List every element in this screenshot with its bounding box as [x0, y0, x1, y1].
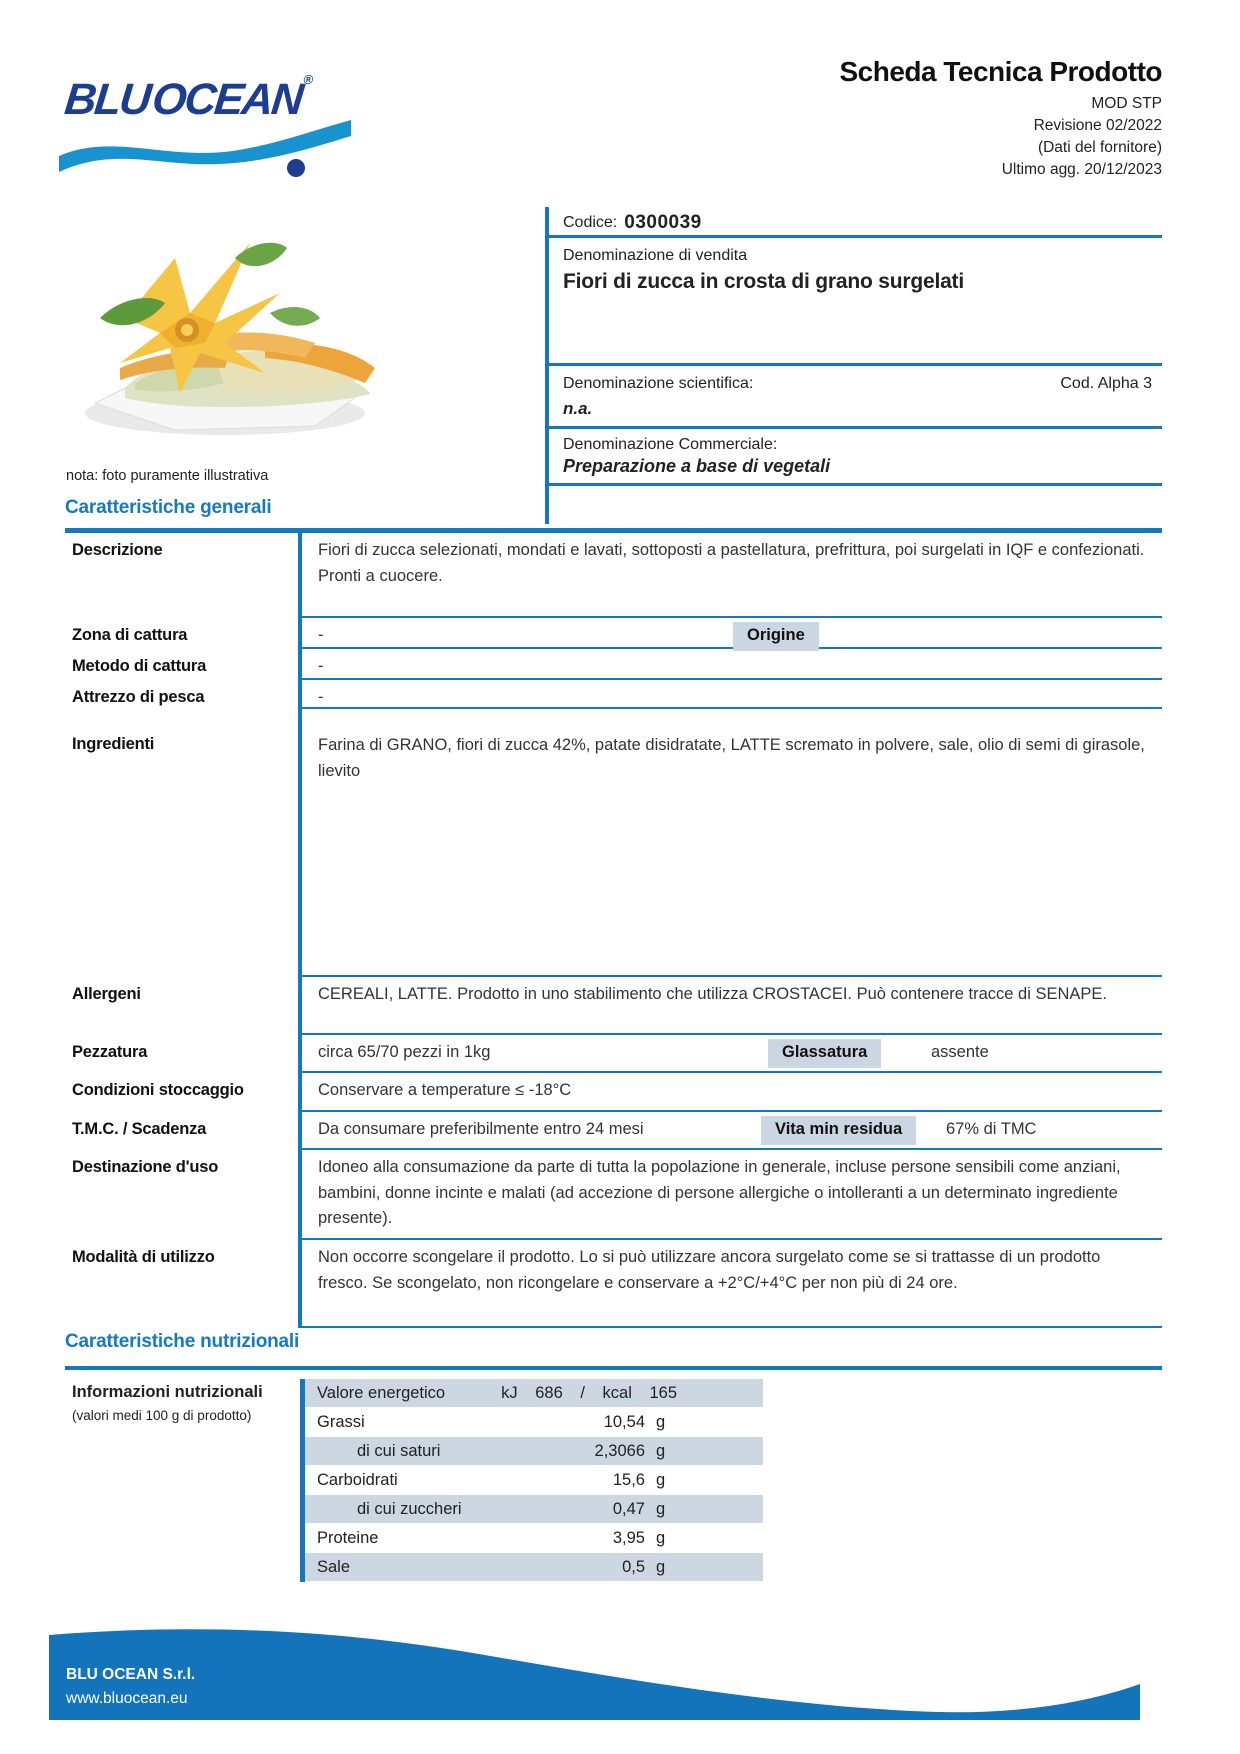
origine-badge: Origine — [733, 622, 819, 651]
code-value: 0300039 — [624, 211, 702, 233]
row-label: Zona di cattura — [72, 626, 188, 644]
nutrition-section-heading: Caratteristiche nutrizionali — [65, 1331, 300, 1352]
general-section-heading: Caratteristiche generali — [65, 497, 272, 518]
row-value: - — [298, 680, 1162, 709]
supplier-note: (Dati del fornitore) — [1037, 139, 1162, 156]
nutrient-name: Grassi — [317, 1412, 365, 1431]
row-value: Non occorre scongelare il prodotto. Lo si può utilizzare ancora surgelato come se si trattasse di un prodotto fresco. Se scongelato, non ricongelare e conservare a +2°C/+4°C per non più di 24 ore. — [298, 1240, 1162, 1328]
panel-left-bar — [549, 486, 1162, 524]
nutrition-row — [305, 1466, 763, 1494]
tmc-value: Da consumare preferibilmente entro 24 mesi — [318, 1120, 644, 1138]
nutrient-value: 0,5 — [622, 1557, 645, 1576]
sale-name-label: Denominazione di vendita — [563, 247, 748, 264]
code-label: Codice: — [563, 213, 618, 231]
product-photo — [65, 198, 395, 460]
photo-disclaimer: nota: foto puramente illustrativa — [66, 468, 269, 484]
nutrition-info-label — [72, 1382, 287, 1423]
row-value: Idoneo alla consumazione da parte di tutta la popolazione in generale, incluse persone sensibili come anziani, bambini, donne incinte e malati (ad accezione di persone allergiche o intolleranti a un determinato ingrediente presente). — [298, 1150, 1162, 1240]
footer-company-name: BLU OCEAN S.r.l. — [66, 1666, 196, 1683]
row-value: Fiori di zucca selezionati, mondati e lavati, sottoposti a pastellatura, prefrittura, poi surgelati in IQF e confezionati. Pronti a cuocere. — [298, 533, 1162, 618]
vita-min-residua-badge: Vita min residua — [761, 1116, 916, 1145]
logo-wave-icon — [59, 116, 359, 180]
nutrient-unit: g — [656, 1499, 666, 1518]
nutrient-unit: g — [656, 1470, 666, 1489]
nutrition-row — [305, 1408, 763, 1436]
nutrition-row — [305, 1524, 763, 1552]
nutrition-table — [300, 1379, 763, 1582]
row-label: Destinazione d'uso — [72, 1158, 219, 1176]
nutrient-name: Valore energetico — [317, 1383, 446, 1402]
scientific-name-label: Denominazione scientifica: — [563, 375, 754, 392]
nutrition-info-subtitle: (valori medi 100 g di prodotto) — [72, 1407, 252, 1423]
row-label: Allergeni — [72, 985, 141, 1003]
row-value — [298, 618, 1162, 649]
nutrient-value: 2,3066 — [594, 1441, 645, 1460]
table-row — [65, 680, 1162, 709]
row-label: Modalità di utilizzo — [72, 1248, 215, 1266]
nutrient-unit: g — [656, 1412, 666, 1431]
nutrient-value: 15,6 — [612, 1470, 645, 1489]
document-title: Scheda Tecnica Prodotto — [839, 56, 1162, 87]
row-label: Descrizione — [72, 541, 163, 559]
commercial-name-box — [549, 429, 1162, 486]
nutrient-unit: g — [656, 1528, 666, 1547]
footer-wave-icon — [49, 1622, 1140, 1724]
row-value: Farina di GRANO, fiori di zucca 42%, patate disidratate, LATTE scremato in polvere, sale, olio di semi di girasole, lievito — [298, 709, 1162, 977]
table-row — [65, 1150, 1162, 1240]
nutrition-row — [305, 1553, 763, 1581]
nutrition-row — [305, 1495, 763, 1523]
sale-name-value: Fiori di zucca in crosta di grano surgelati — [563, 270, 964, 293]
nutrient-unit: g — [656, 1441, 666, 1460]
last-update: Ultimo agg. 20/12/2023 — [1001, 161, 1162, 178]
row-label: Metodo di cattura — [72, 657, 207, 675]
nutrient-value: 10,54 — [603, 1412, 645, 1431]
table-row — [65, 1035, 1162, 1073]
table-row — [65, 977, 1162, 1035]
scientific-name-box — [549, 366, 1162, 429]
nutrition-heading-rule — [65, 1366, 1162, 1370]
table-row — [65, 649, 1162, 680]
product-identity-panel — [545, 207, 1162, 524]
table-row — [65, 1240, 1162, 1328]
logo-text: BLU OCEAN — [62, 75, 305, 124]
scientific-name-value: n.a. — [563, 399, 593, 418]
nutrient-name: di cui saturi — [357, 1441, 441, 1460]
table-row — [65, 709, 1162, 977]
table-row — [65, 618, 1162, 649]
nutrient-value: kJ 686 / kcal 165 — [501, 1383, 677, 1402]
document-meta — [840, 93, 1163, 181]
glassatura-badge: Glassatura — [768, 1039, 881, 1068]
nutrient-value: 0,47 — [612, 1499, 645, 1518]
footer-wave-banner — [49, 1622, 1140, 1724]
table-row — [65, 1073, 1162, 1112]
nutrition-row — [305, 1437, 763, 1465]
blu-ocean-logo — [62, 72, 365, 182]
general-characteristics-table — [65, 528, 1162, 1328]
table-row — [65, 533, 1162, 618]
mod-label: MOD STP — [1091, 95, 1162, 112]
commercial-name-value: Preparazione a base di vegetali — [563, 456, 831, 476]
row-label: Pezzatura — [72, 1043, 148, 1061]
document-header — [840, 56, 1163, 181]
row-label: T.M.C. / Scadenza — [72, 1120, 207, 1138]
nutrient-unit: g — [656, 1557, 666, 1576]
nutrition-row — [305, 1379, 763, 1407]
vita-min-residua-value: 67% di TMC — [946, 1120, 1037, 1138]
nutrient-name: Sale — [317, 1557, 351, 1576]
glassatura-value: assente — [931, 1043, 989, 1061]
table-row — [65, 1112, 1162, 1150]
cod-alpha: Cod. Alpha 3 — [1060, 375, 1152, 392]
nutrient-name: Carboidrati — [317, 1470, 398, 1489]
footer-website: www.bluocean.eu — [66, 1690, 188, 1707]
sale-name-box — [549, 238, 1162, 366]
product-code-row — [549, 207, 1162, 238]
row-value — [298, 1035, 1162, 1073]
row-label: Condizioni stoccaggio — [72, 1081, 244, 1099]
zona-value: - — [318, 626, 324, 644]
row-value: - — [298, 649, 1162, 680]
row-value: Conservare a temperature ≤ -18°C — [298, 1073, 1162, 1112]
revision-label: Revisione 02/2022 — [1033, 117, 1162, 134]
nutrient-name: Proteine — [317, 1528, 379, 1547]
row-label: Ingredienti — [72, 735, 155, 753]
nutrient-name: di cui zuccheri — [357, 1499, 462, 1518]
commercial-name-label: Denominazione Commerciale: — [563, 436, 778, 453]
nutrition-info-title: Informazioni nutrizionali — [72, 1383, 263, 1401]
row-value — [298, 1112, 1162, 1150]
row-value: CEREALI, LATTE. Prodotto in uno stabilimento che utilizza CROSTACEI. Può contenere tracce di SENAPE. — [298, 977, 1162, 1035]
pezzatura-value: circa 65/70 pezzi in 1kg — [318, 1043, 491, 1061]
registered-trademark-icon: ® — [302, 72, 314, 87]
row-label: Attrezzo di pesca — [72, 688, 205, 706]
nutrient-value: 3,95 — [612, 1528, 645, 1547]
